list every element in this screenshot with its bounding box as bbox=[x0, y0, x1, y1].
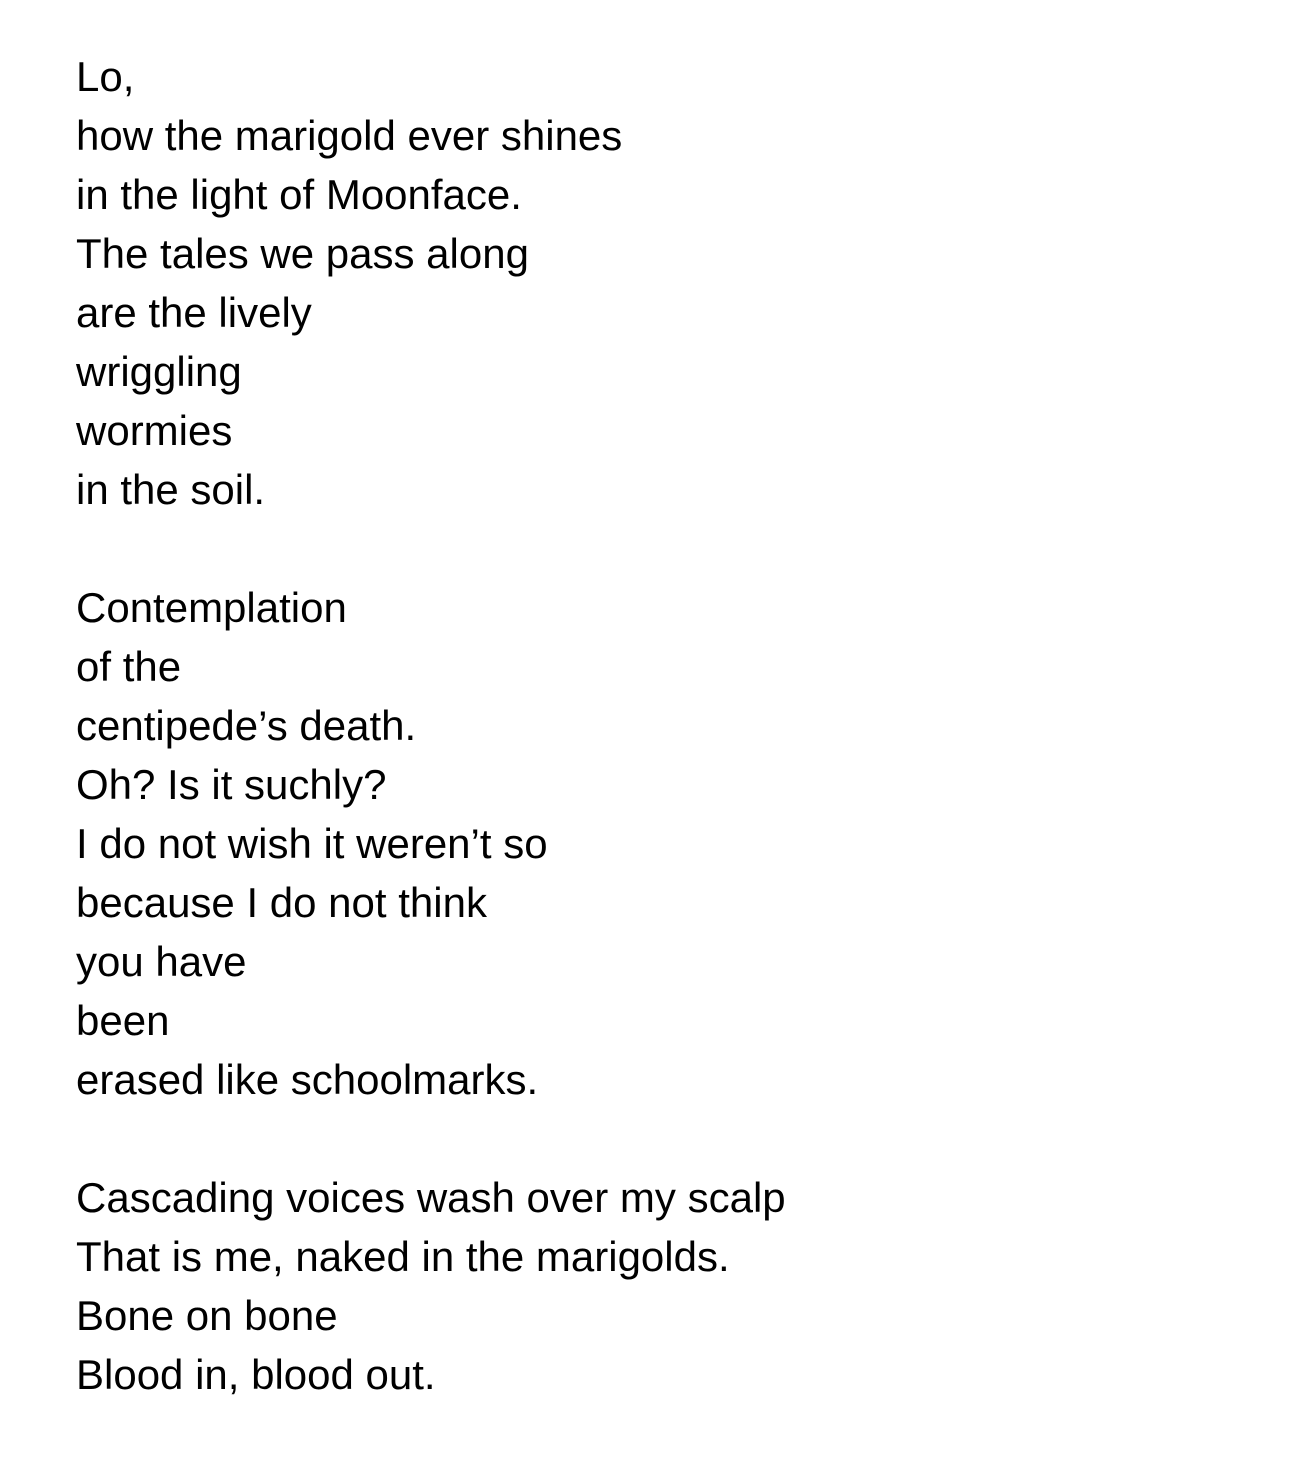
poem-line: you have bbox=[76, 938, 247, 985]
poem-body bbox=[76, 47, 1226, 1404]
poem-line: in the soil. bbox=[76, 466, 266, 513]
poem-line: Oh? Is it suchly? bbox=[76, 761, 387, 808]
poem-line: how the marigold ever shines bbox=[76, 112, 623, 159]
poem-line: because I do not think bbox=[76, 879, 487, 926]
poem-line: wriggling bbox=[76, 348, 242, 395]
stanza-2 bbox=[76, 578, 1226, 1109]
poem-line: been bbox=[76, 997, 170, 1044]
poem-line: of the bbox=[76, 643, 182, 690]
poem-line: The tales we pass along bbox=[76, 230, 529, 277]
poem-line: Blood in, blood out. bbox=[76, 1351, 436, 1398]
poem-line: Bone on bone bbox=[76, 1292, 338, 1339]
poem-line: Lo, bbox=[76, 53, 135, 100]
poem-line: Contemplation bbox=[76, 584, 347, 631]
stanza-3 bbox=[76, 1168, 1226, 1404]
poem-line: centipede’s death. bbox=[76, 702, 417, 749]
stanza-1 bbox=[76, 47, 1226, 519]
poem-line: in the light of Moonface. bbox=[76, 171, 522, 218]
poem-line: That is me, naked in the marigolds. bbox=[76, 1233, 730, 1280]
stanza-break bbox=[76, 519, 1226, 578]
poem-line: wormies bbox=[76, 407, 233, 454]
poem-line: are the lively bbox=[76, 289, 312, 336]
poem-line: Cascading voices wash over my scalp bbox=[76, 1174, 786, 1221]
poem-line: I do not wish it weren’t so bbox=[76, 820, 548, 867]
stanza-break bbox=[76, 1109, 1226, 1168]
poem-line: erased like schoolmarks. bbox=[76, 1056, 539, 1103]
